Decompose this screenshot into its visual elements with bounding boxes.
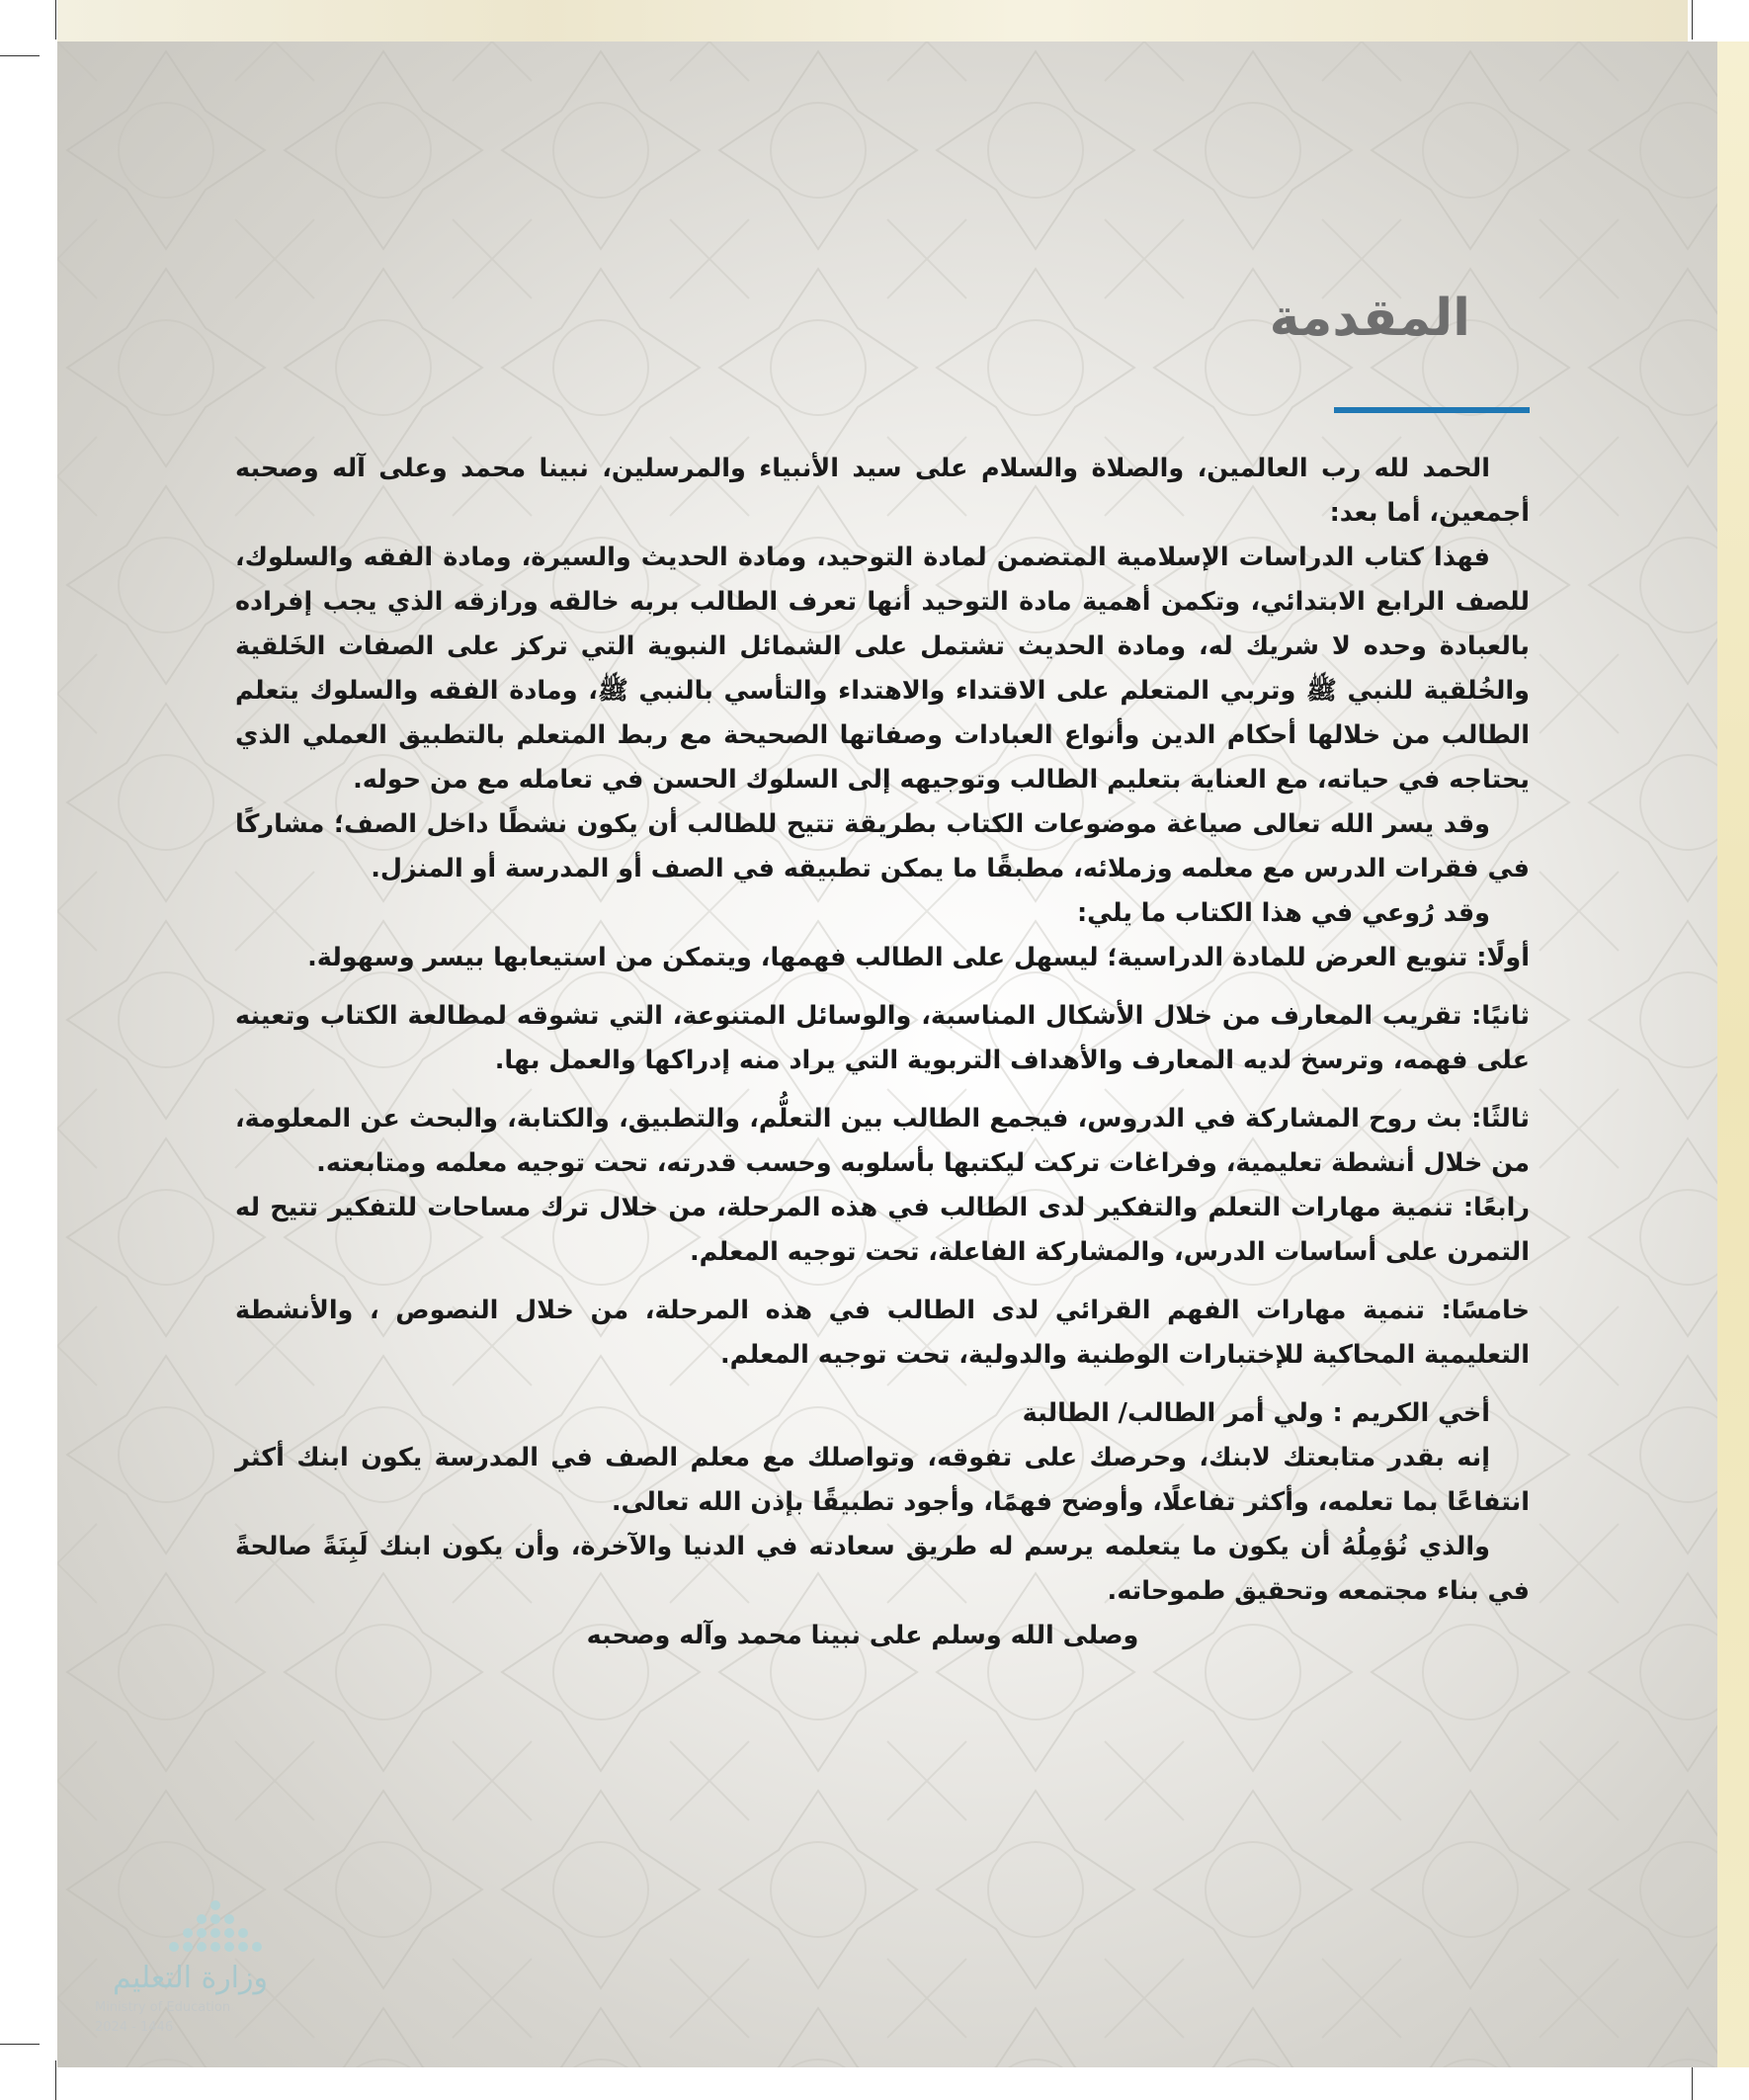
introduction-body xyxy=(235,447,1530,1658)
paragraph-fifth-point: خامسًا: تنمية مهارات الفهم القرائي لدى الطالب في هذه المرحلة، من خلال النصوص ، والأنشطة التعليمية المحاكية للإختبارات الوطنية والدولية، تحت توجيه المعلم. xyxy=(235,1296,1530,1370)
paragraph-hope: والذي نُؤمِلُهُ أن يكون ما يتعلمه يرسم له طريق سعادته في الدنيا والآخرة، وأن يكون ابنك لَبِنَةً صالحةً في بناء مجتمعه وتحقيق طموحاته. xyxy=(235,1532,1530,1606)
ministry-logo xyxy=(95,1897,268,2046)
crop-mark xyxy=(0,55,40,56)
paragraph-book-design: وقد يسر الله تعالى صياغة موضوعات الكتاب بطريقة تتيح للطالب أن يكون نشطًا داخل الصف؛ مشاركًا في فقرات الدرس مع معلمه وزملائه، مطبقًا ما يمكن تطبيقه في الصف أو المدرسة أو المنزل. xyxy=(235,809,1530,883)
right-decorative-strip xyxy=(1717,42,1749,2067)
paragraph-first-point: أولًا: تنويع العرض للمادة الدراسية؛ ليسهل على الطالب فهمها، ويتمكن من استيعابها بيسر وسهولة. xyxy=(307,943,1530,972)
page-title: المقدمة xyxy=(1269,289,1470,348)
edition-year: 2024 - 1446 xyxy=(95,2020,174,2035)
paragraph-considerations-intro: وقد رُوعي في هذا الكتاب ما يلي: xyxy=(1076,898,1490,928)
top-decorative-band xyxy=(57,0,1688,42)
paragraph-parent-address: أخي الكريم : ولي أمر الطالب/ الطالبة xyxy=(1022,1398,1490,1428)
paragraph-book-overview: فهذا كتاب الدراسات الإسلامية المتضمن لمادة التوحيد، ومادة الحديث والسيرة، ومادة الفقه والسلوك، للصف الرابع الابتدائي، وتكمن أهمية مادة التوحيد أنها تعرف الطالب بربه خالقه ورازقه الذي يجب إفراده بالعبادة وحده لا شريك له، ومادة الحديث تشتمل على الشمائل النبوية التي تركز على الصفات الخَلقية والخُلقية للنبي ﷺ وتربي المتعلم على الاقتداء والاهتداء والتأسي بالنبي ﷺ، ومادة الفقه والسلوك يتعلم الطالب من خلالها أحكام الدين وأنواع العبادات وصفاتها الصحيحة مع ربط المتعلم بالتطبيق العملي الذي يحتاجه في حياته، مع العناية بتعليم الطالب وتوجيهه إلى السلوك الحسن في تعامله مع من حوله. xyxy=(235,543,1530,795)
logo-dots-icon xyxy=(164,1897,273,1957)
page xyxy=(57,42,1717,2067)
crop-mark xyxy=(55,2060,56,2100)
title-underline xyxy=(1334,407,1530,413)
crop-mark xyxy=(0,2044,40,2045)
paragraph-second-point: ثانيًا: تقريب المعارف من خلال الأشكال المناسبة، والوسائل المتنوعة، التي تشوقه لمطالعة الكتاب وتعينه على فهمه، وترسخ لديه المعارف والأهداف التربوية التي يراد منه إدراكها والعمل بها. xyxy=(235,1001,1530,1075)
paragraph-closing: وصلى الله وسلم على نبينا محمد وآله وصحبه xyxy=(586,1621,1139,1650)
crop-mark xyxy=(55,0,56,40)
paragraph-praise: الحمد لله رب العالمين، والصلاة والسلام على سيد الأنبياء والمرسلين، نبينا محمد وعلى آله وصحبه أجمعين، أما بعد: xyxy=(235,454,1530,528)
paragraph-fourth-point: رابعًا: تنمية مهارات التعلم والتفكير لدى الطالب في هذه المرحلة، من خلال ترك مساحات للتفكير تتيح له التمرن على أساسات الدرس، والمشاركة الفاعلة، تحت توجيه المعلم. xyxy=(235,1193,1530,1267)
ministry-name-english: Ministry of Education xyxy=(95,2000,231,2015)
paragraph-parent-role: إنه بقدر متابعتك لابنك، وحرصك على تفوقه، وتواصلك مع معلم الصف في المدرسة يكون ابنك أكثر انتفاعًا بما تعلمه، وأكثر تفاعلًا، وأوضح فهمًا، وأجود تطبيقًا بإذن الله تعالى. xyxy=(235,1443,1530,1517)
paragraph-third-point: ثالثًا: بث روح المشاركة في الدروس، فيجمع الطالب بين التعلُّم، والتطبيق، والكتابة، والبحث عن المعلومة، من خلال أنشطة تعليمية، وفراغات تركت ليكتبها بأسلوبه وحسب قدرته، تحت توجيه معلمه ومتابعته. xyxy=(235,1104,1530,1178)
crop-mark xyxy=(1692,0,1693,40)
ministry-name-arabic: وزارة التعليم xyxy=(112,1961,268,1995)
